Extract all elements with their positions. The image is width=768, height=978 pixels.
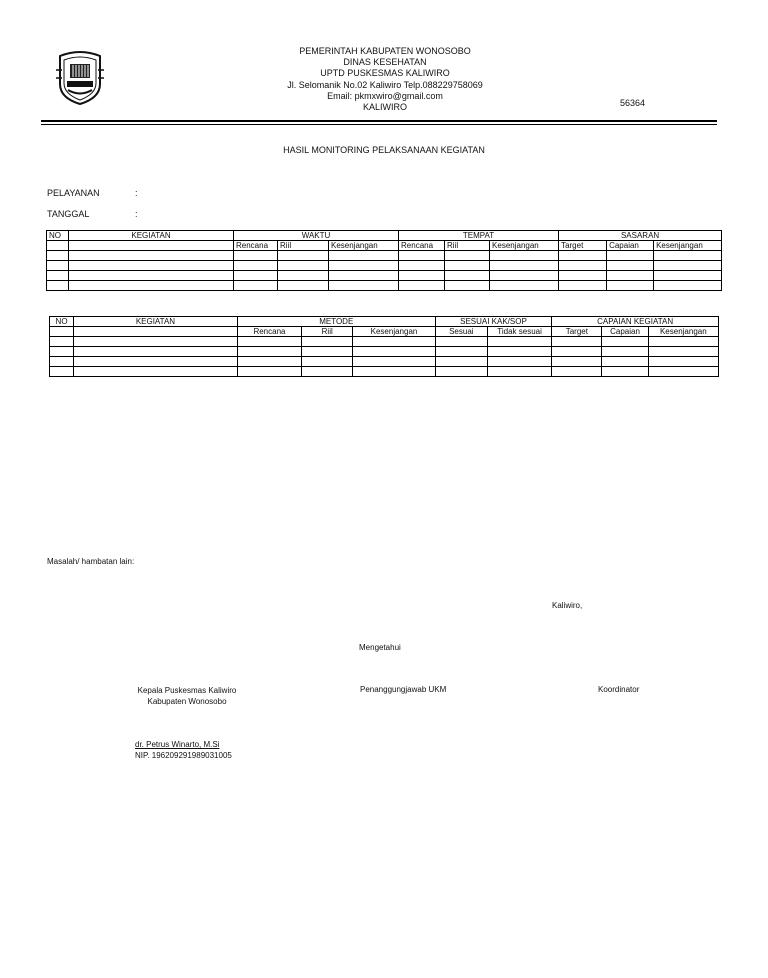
letterhead-department: DINAS KESEHATAN <box>343 57 427 68</box>
header-blank <box>69 241 234 251</box>
header-kegiatan: KEGIATAN <box>74 317 238 327</box>
letterhead-address: Jl. Selomanik No.02 Kaliwiro Telp.088229758069 <box>287 79 483 90</box>
table-row <box>47 261 722 271</box>
header-tempat: TEMPAT <box>399 231 559 241</box>
subheader-target: Target <box>552 327 602 337</box>
subheader-rencana: Rencana <box>399 241 445 251</box>
letterhead-government: PEMERINTAH KABUPATEN WONOSOBO <box>299 46 471 56</box>
regency-crest-logo <box>54 50 106 106</box>
pelayanan-colon: : <box>135 188 138 198</box>
header-blank <box>50 327 74 337</box>
tanggal-colon: : <box>135 209 138 219</box>
letterhead-rule-thin <box>41 124 717 125</box>
koordinator-title: Koordinator <box>598 685 640 694</box>
subheader-riil: Riil <box>302 327 353 337</box>
masalah-hambatan-label: Masalah/ hambatan lain: <box>47 557 135 566</box>
subheader-riil: Riil <box>278 241 329 251</box>
postal-code: 56364 <box>620 98 646 108</box>
table-row <box>50 367 719 377</box>
letterhead-rule-thick <box>41 120 717 122</box>
table-row <box>50 357 719 367</box>
subheader-tidak-sesuai: Tidak sesuai <box>487 327 551 337</box>
subheader-kesenjangan: Kesenjangan <box>648 327 718 337</box>
subheader-kesenjangan: Kesenjangan <box>654 241 722 251</box>
header-waktu: WAKTU <box>234 231 399 241</box>
subheader-rencana: Rencana <box>234 241 278 251</box>
pelayanan-label: PELAYANAN <box>47 188 100 198</box>
subheader-target: Target <box>559 241 607 251</box>
table-row <box>50 347 719 357</box>
header-capaian-kegiatan: CAPAIAN KEGIATAN <box>552 317 719 327</box>
header-no: NO <box>50 317 74 327</box>
penanggungjawab-ukm-title: Penanggungjawab UKM <box>360 685 447 694</box>
subheader-kesenjangan: Kesenjangan <box>353 327 435 337</box>
subheader-rencana: Rencana <box>237 327 301 337</box>
table-row <box>47 271 722 281</box>
mengetahui-label: Mengetahui <box>359 643 401 652</box>
table-row <box>50 337 719 347</box>
tanggal-label: TANGGAL <box>47 209 90 219</box>
kepala-puskesmas-title: Kepala Puskesmas Kaliwiro <box>137 686 237 695</box>
monitoring-table-waktu-tempat-sasaran <box>46 230 722 291</box>
header-kegiatan: KEGIATAN <box>69 231 234 241</box>
header-blank <box>74 327 238 337</box>
subheader-capaian: Capaian <box>607 241 654 251</box>
header-no: NO <box>47 231 69 241</box>
subheader-capaian: Capaian <box>602 327 648 337</box>
place-date: Kaliwiro, <box>552 601 583 610</box>
signer-name: dr. Petrus Winarto, M.Si <box>135 740 220 749</box>
subheader-kesenjangan: Kesenjangan <box>329 241 399 251</box>
letterhead <box>230 46 540 113</box>
kepala-puskesmas-block <box>117 685 257 707</box>
subheader-sesuai: Sesuai <box>435 327 487 337</box>
letterhead-unit: UPTD PUSKESMAS KALIWIRO <box>320 68 450 79</box>
letterhead-email: Email: pkmxwiro@gmail.com <box>327 90 443 101</box>
header-metode: METODE <box>237 317 435 327</box>
table-row <box>47 251 722 261</box>
header-sasaran: SASARAN <box>559 231 722 241</box>
signer-nip: NIP. 196209291989031005 <box>135 751 232 760</box>
letterhead-city: KALIWIRO <box>362 102 407 113</box>
subheader-kesenjangan: Kesenjangan <box>490 241 559 251</box>
subheader-riil: Riil <box>445 241 490 251</box>
kepala-puskesmas-regency: Kabupaten Wonosobo <box>147 697 227 706</box>
table-row <box>47 281 722 291</box>
page-title: HASIL MONITORING PELAKSANAAN KEGIATAN <box>283 145 485 155</box>
monitoring-table-metode-sop-capaian <box>49 316 719 377</box>
header-sesuai-kak-sop: SESUAI KAK/SOP <box>435 317 552 327</box>
header-blank <box>47 241 69 251</box>
